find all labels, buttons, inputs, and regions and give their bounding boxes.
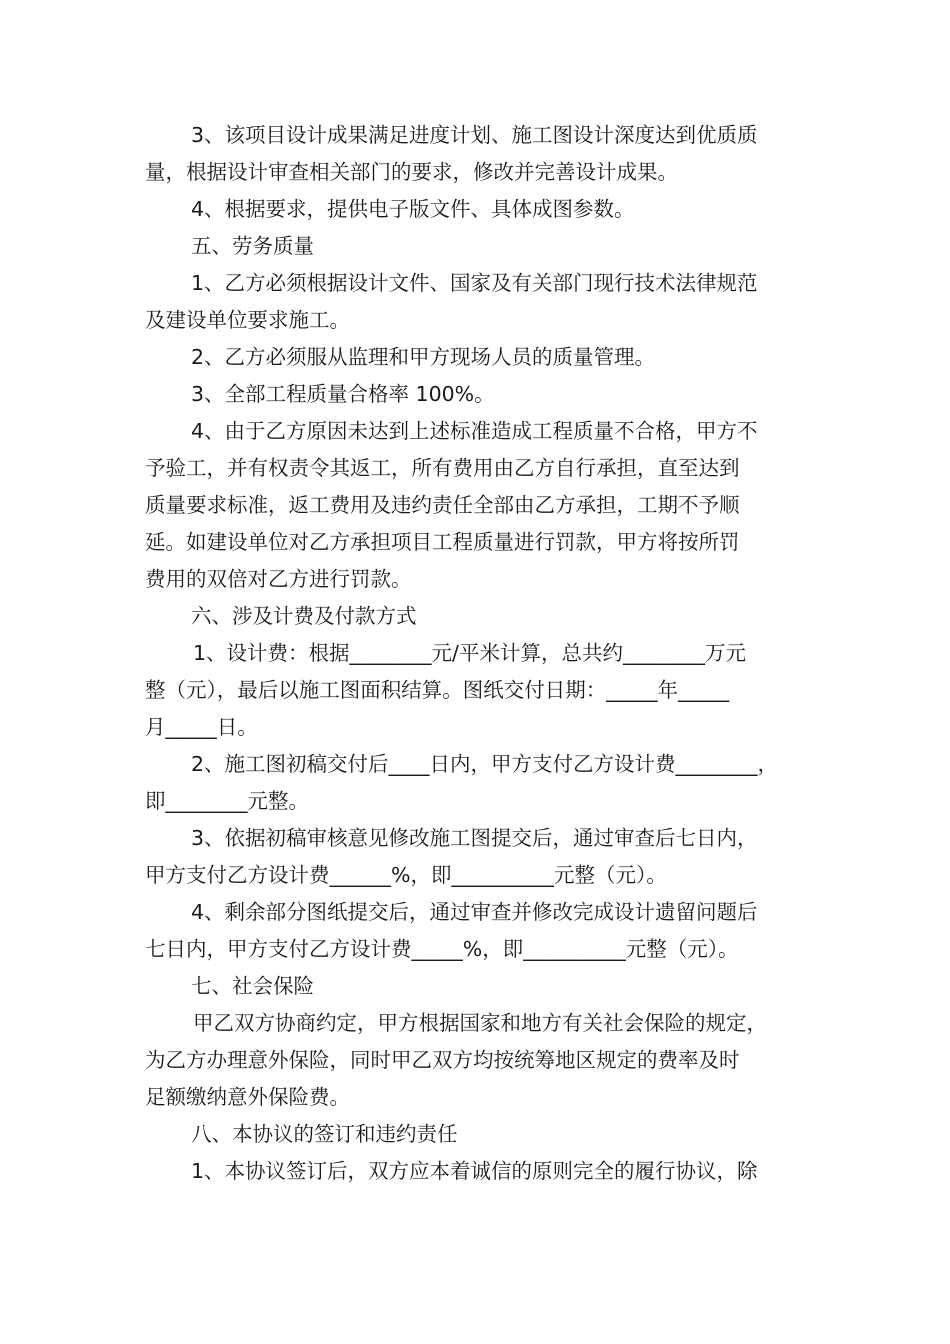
paragraph-line: 4、根据要求，提供电子版文件、具体成图参数。 [191, 197, 635, 221]
paragraph-line: 1、设计费：根据________元/平米计算，总共约________万元 [193, 641, 746, 665]
paragraph-line: 延。如建设单位对乙方承担项目工程质量进行罚款，甲方将按所罚 [145, 530, 740, 554]
paragraph-line: 1、乙方必须根据设计文件、国家及有关部门现行技术法律规范 [191, 271, 758, 295]
paragraph-line: 质量要求标准，返工费用及违约责任全部由乙方承担，工期不予顺 [145, 493, 740, 517]
paragraph-line: 3、该项目设计成果满足进度计划、施工图设计深度达到优质质 [191, 123, 758, 147]
paragraph-line: 甲方支付乙方设计费______%，即__________元整（元）。 [145, 863, 667, 887]
section-heading: 八、本协议的签订和违约责任 [191, 1122, 458, 1146]
paragraph-line: 为乙方办理意外保险，同时甲乙双方均按统筹地区规定的费率及时 [145, 1048, 740, 1072]
paragraph-line: 七日内，甲方支付乙方设计费_____%，即__________元整（元）。 [145, 937, 739, 961]
paragraph-line: 2、施工图初稿交付后____日内，甲方支付乙方设计费________， [191, 752, 779, 776]
section-heading: 六、涉及计费及付款方式 [191, 604, 417, 628]
section-heading: 五、劳务质量 [191, 234, 314, 258]
paragraph-line: 足额缴纳意外保险费。 [145, 1085, 350, 1109]
paragraph-line: 甲乙双方协商约定，甲方根据国家和地方有关社会保险的规定， [193, 1011, 767, 1035]
paragraph-line: 3、依据初稿审核意见修改施工图提交后，通过审查后七日内， [191, 826, 758, 850]
paragraph-line: 及建设单位要求施工。 [145, 308, 350, 332]
section-heading: 七、社会保险 [191, 974, 314, 998]
document-body [145, 117, 809, 1190]
paragraph-line: 4、由于乙方原因未达到上述标准造成工程质量不合格，甲方不 [191, 419, 758, 443]
paragraph-line: 2、乙方必须服从监理和甲方现场人员的质量管理。 [191, 345, 656, 369]
paragraph-line: 整（元），最后以施工图面积结算。图纸交付日期：_____年_____ [145, 678, 730, 702]
paragraph-line: 费用的双倍对乙方进行罚款。 [145, 567, 412, 591]
paragraph-line: 予验工，并有权责令其返工，所有费用由乙方自行承担，直至达到 [145, 456, 740, 480]
paragraph-line: 即________元整。 [145, 789, 309, 813]
paragraph-line: 1、本协议签订后，双方应本着诚信的原则完全的履行协议，除 [191, 1159, 758, 1183]
paragraph-line: 3、全部工程质量合格率 100%。 [191, 382, 495, 406]
paragraph-line: 4、剩余部分图纸提交后，通过审查并修改完成设计遗留问题后 [191, 900, 758, 924]
paragraph-line: 量，根据设计审查相关部门的要求，修改并完善设计成果。 [145, 160, 678, 184]
paragraph-line: 月_____日。 [145, 715, 258, 739]
